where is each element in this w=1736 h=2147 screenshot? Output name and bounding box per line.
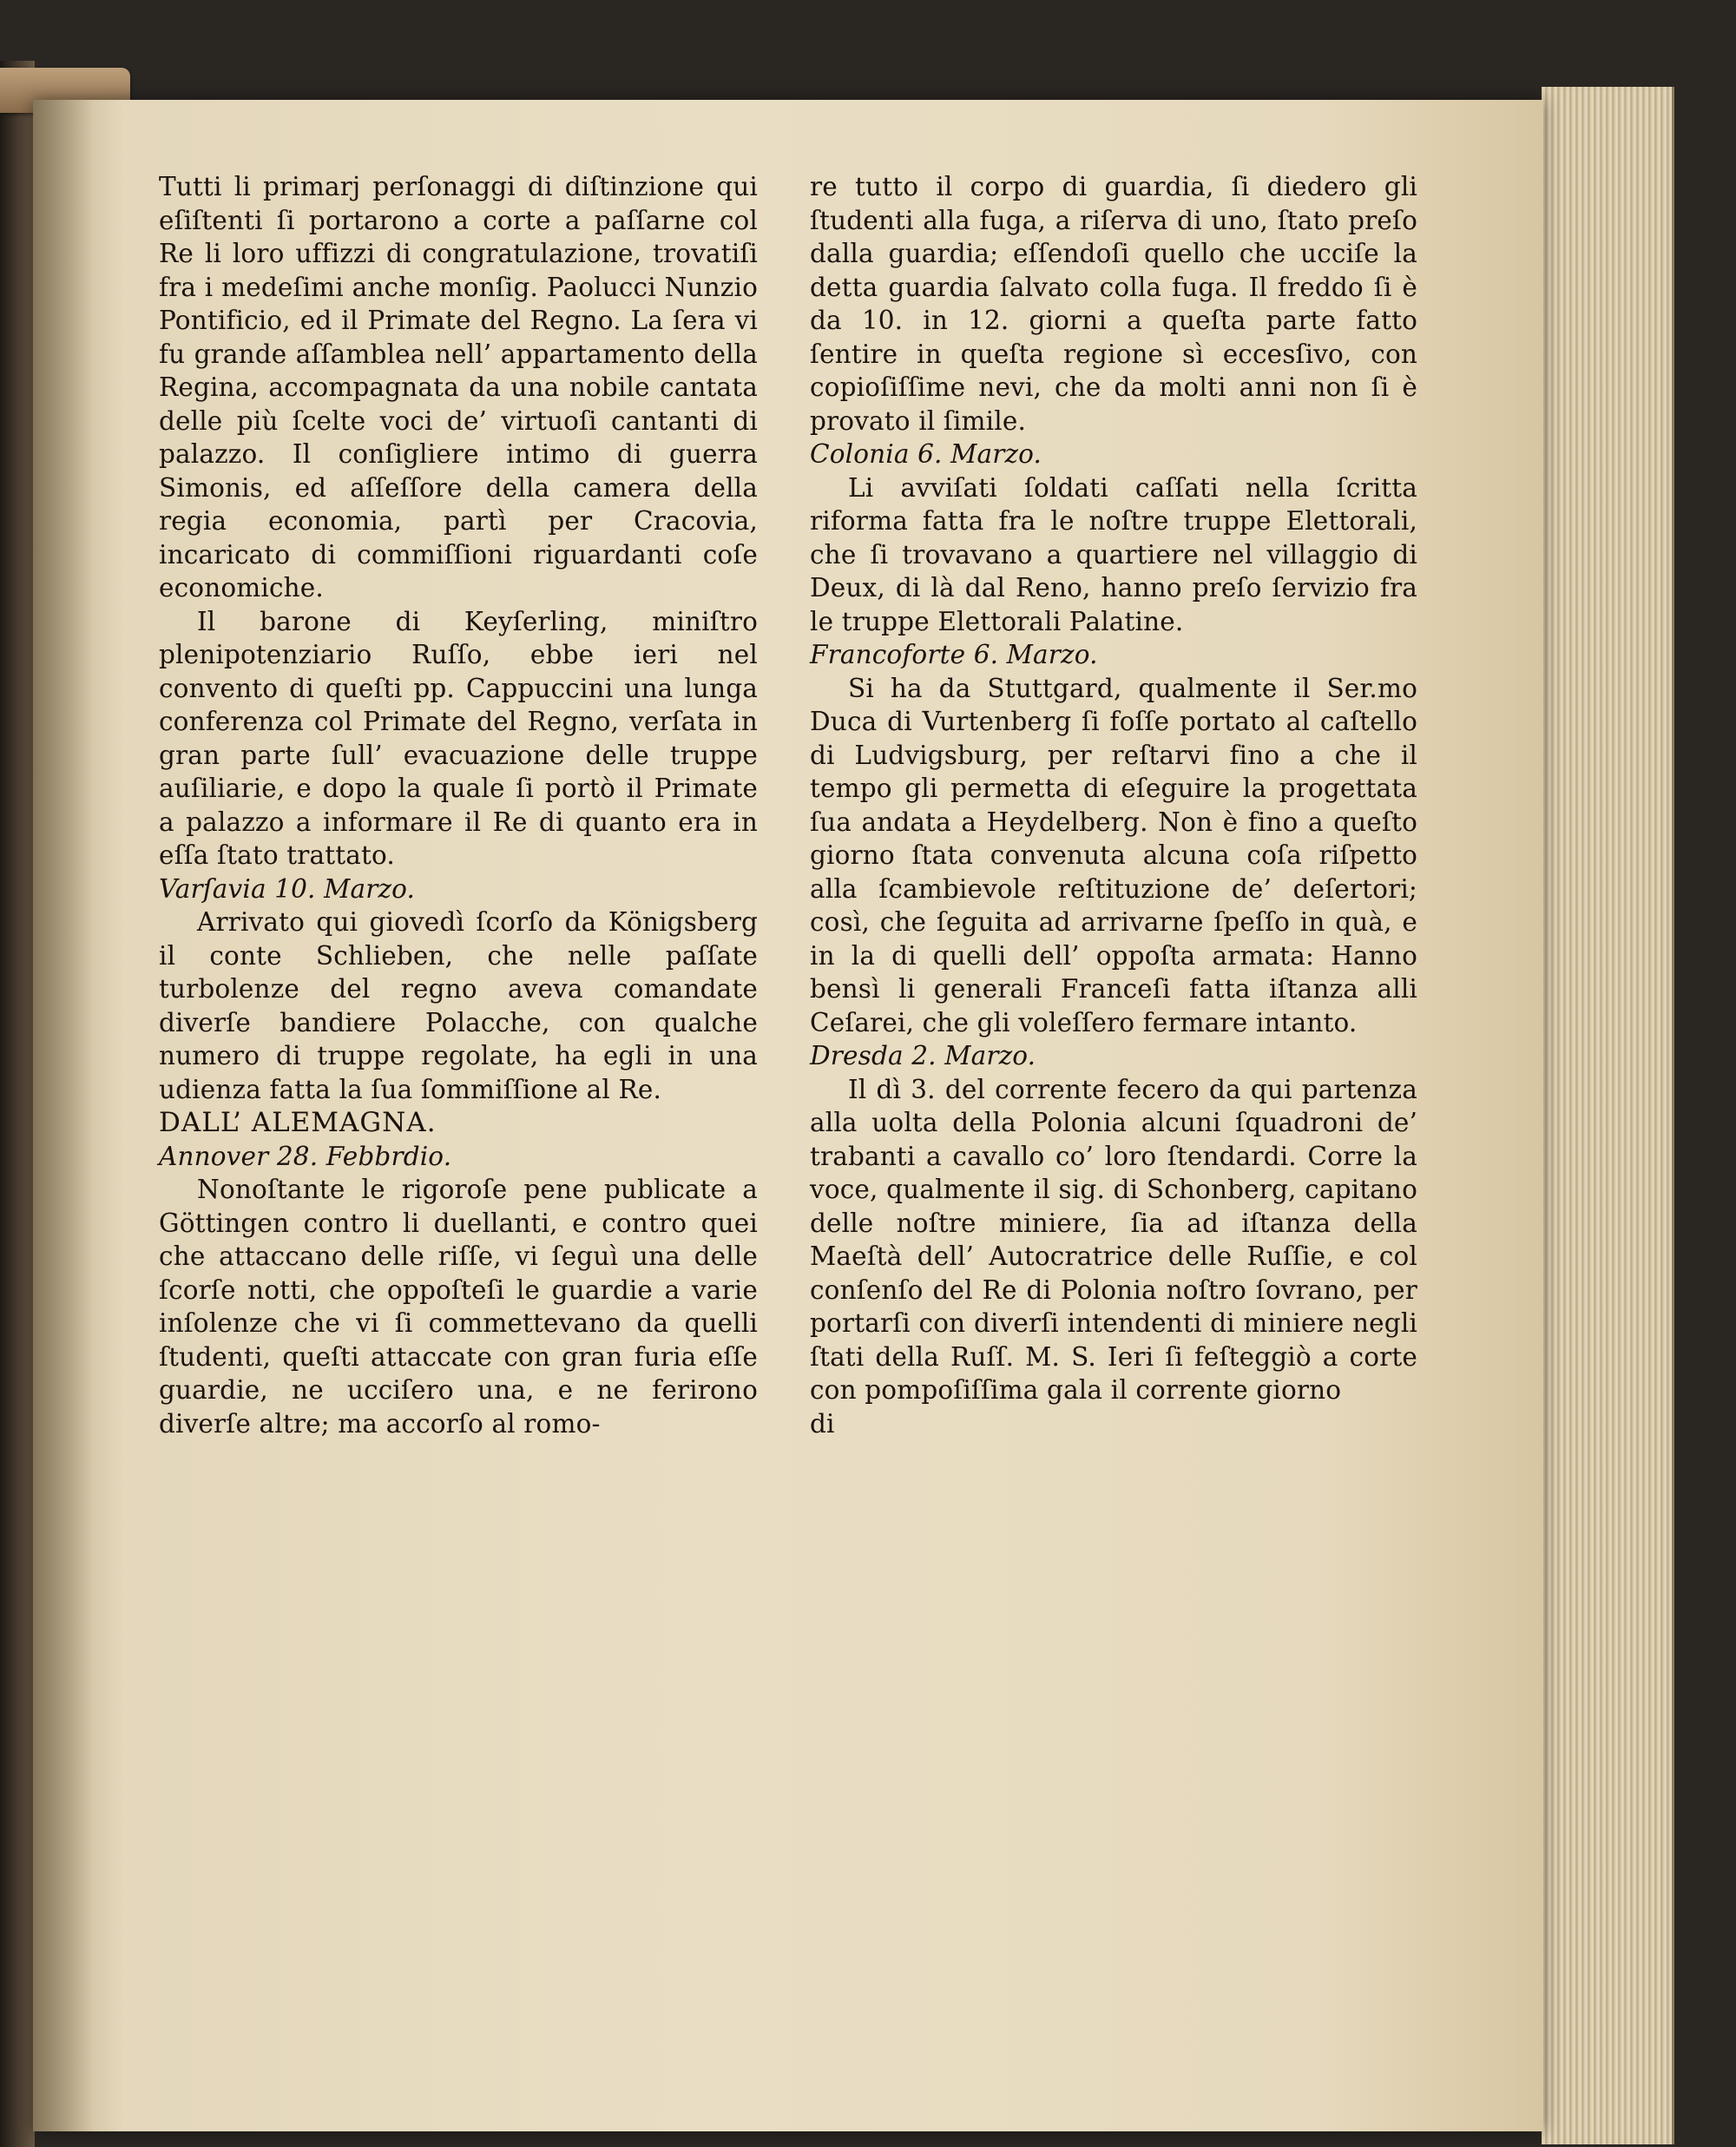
paragraph-keyserling: Il barone di Keyſerling, miniſtro plenipotenziario Ruſſo, ebbe ieri nel convento di queſti pp. Cappuccini una lunga conferenza col Primate del Regno, verſata in gran parte ſull’ evacuazione delle truppe auſiliarie, e dopo la quale ſi portò il Primate a palazzo a informare il Re di quanto era in eſſa ſtato trattato. [159,606,758,870]
right-column [810,170,1417,1440]
dateline-cologne: Colonia 6. Marzo. [810,439,1042,469]
page-stack-edge [1542,87,1674,2144]
paragraph-schlieben: Arrivato qui giovedì ſcorſo da Königsberg il conte Schlieben, che nelle paſſate turbolenze del regno aveva comandate diverſe bandiere Polacche, con qualche numero di truppe regolate, ha egli in una udienza fatta la ſua ſommiſſione al Re. [159,907,758,1104]
paragraph-dresden-news: Il dì 3. del corrente fecero da qui partenza alla uolta della Polonia alcuni ſquadroni de’ trabanti a cavallo co’ loro ſtendardi. Corre la voce, qualmente il sig. di Schonberg, capitano delle noſtre miniere, ſia ad iſtanza della Maeſtà dell’ Autocratrice delle Ruſſie, e col conſenſo del Re di Polonia noſtro ſovrano, per portarſi con diverſi intendenti di miniere negli ſtati della Ruſſ. M. S. Ieri ſi feſteggiò a corte con pompoſiſſima gala il corrente giorno [810,1074,1417,1405]
dateline-hanover: Annover 28. Febbrdio. [159,1141,452,1171]
gutter-shadow [33,100,94,2131]
dateline-dresden: Dresda 2. Marzo. [810,1041,1036,1070]
dateline-warsaw: Varſavia 10. Marzo. [159,873,416,904]
section-heading-germany: DALL’ ALEMAGNA. [159,1107,437,1138]
left-column [159,170,758,1440]
dateline-frankfurt: Francoforte 6. Marzo. [810,640,1098,669]
left-page-edge [0,61,35,2147]
paragraph-gottingen-duels: Nonoſtante le rigoroſe pene publicate a Göttingen contro li duellanti, e contro quei che attaccano delle riſſe, vi ſeguì una delle ſcorſe notti, che oppoſteſi le guardie a varie inſolenze che vi ſi commettevano da quelli ſtudenti, queſti attaccate con gran furia eſſe guardie, ne ucciſero una, e ne ferirono diverſe altre; ma accorſo al romo- [159,1175,758,1439]
paragraph-primates-congratulation: Tutti li primarj perſonaggi di diſtinzione qui eſiſtenti ſi portarono a corte a paſſarne col Re li loro uffizzi di congratulazione, trovatiſi fra i medeſimi anche monſig. Paolucci Nunzio Pontificio, ed il Primate del Regno. La ſera vi fu grande aſſamblea nell’ appartamento della Regina, accompagnata da una nobile cantata delle più ſcelte voci de’ virtuoſi cantanti di palazzo. Il conſigliere intimo di guerra Simonis, ed aſſeſſore della camera della regia economia, partì per Cracovia, incaricato di commiſſioni riguardanti coſe economiche. [159,172,758,603]
catchword: di [810,1408,835,1439]
paragraph-dismissed-soldiers: Li avviſati ſoldati caſſati nella ſcritta riforma fatta fra le noſtre truppe Elettorali, che ſi trovavano a quartiere nel villaggio di Deux, di là dal Reno, hanno preſo ſervizio fra le truppe Elettorali Palatine. [810,472,1417,636]
paragraph-guard-flight: re tutto il corpo di guardia, ſi diedero gli ſtudenti alla fuga, a riſerva di uno, ſtato preſo dalla guardia; eſſendoſi quello che ucciſe la detta guardia ſalvato colla fuga. Il freddo ſi è da 10. in 12. giorni a queſta parte fatto ſentire in queſta regione sì eccesſivo, con copioſiſſime nevi, che da molti anni non ſi è provato il ſimile. [810,172,1417,436]
paragraph-duke-wurttemberg: Si ha da Stuttgard, qualmente il Ser.mo Duca di Vurtenberg ſi foſſe portato al caſtello di Ludvigsburg, per reſtarvi fino a che il tempo gli permetta di eſeguire la progettata ſua andata a Heydelberg. Non è fino a queſto giorno ſtata convenuta alcuna coſa riſpetto alla ſcambievole reſtituzione de’ deſertori; così, che ſeguita ad arrivarne ſpeſſo in quà, e in la di quelli dell’ oppoſta armata: Hanno bensì li generali Franceſi fatta iſtanza alli Ceſarei, che gli voleſſero fermare intanto. [810,673,1417,1037]
